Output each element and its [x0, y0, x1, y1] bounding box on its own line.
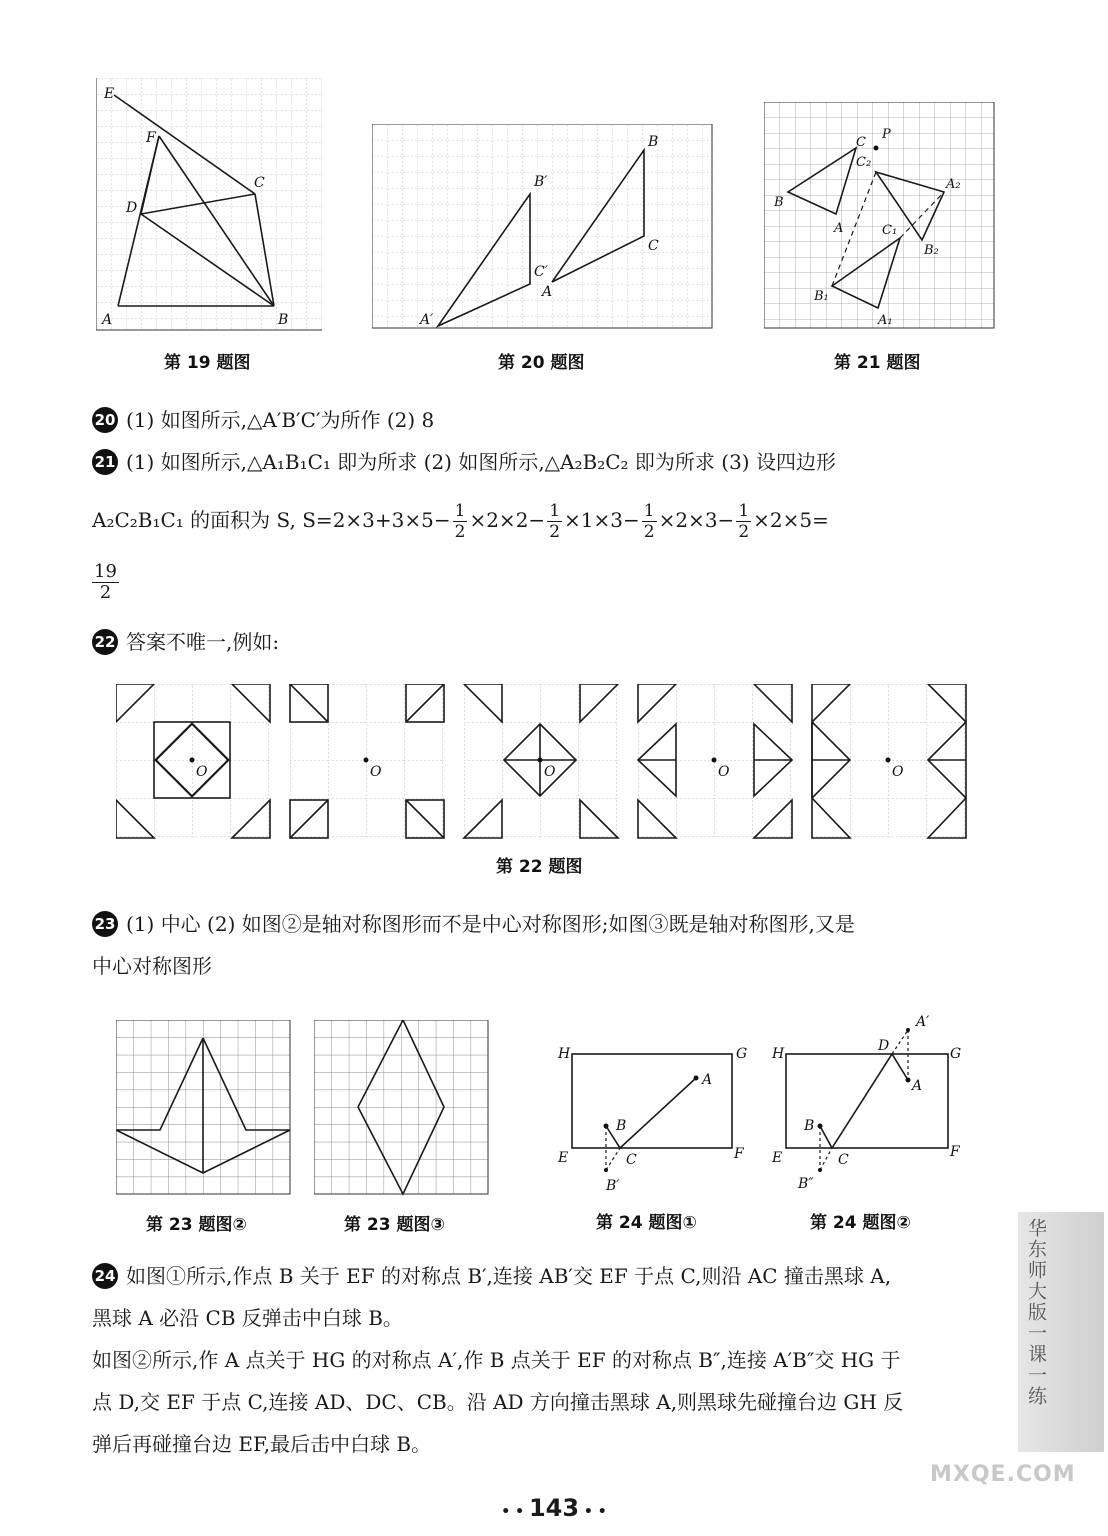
- figure-22: [116, 684, 968, 840]
- question-number-24: 24: [92, 1263, 118, 1289]
- label-d: D: [126, 200, 138, 216]
- label-c: C: [648, 238, 659, 254]
- label-b2: B₂: [924, 243, 939, 258]
- caption-fig22: 第 22 题图: [496, 857, 583, 877]
- caption-fig19: 第 19 题图: [164, 353, 251, 373]
- fraction-half-4: $\frac{1}{2}$: [738, 501, 750, 542]
- figure-24-1: [556, 1036, 756, 1196]
- answer-21-term1: ×2×2−: [469, 508, 546, 532]
- fraction-half-3: $\frac{1}{2}$: [643, 501, 655, 542]
- label-p: P: [882, 127, 891, 142]
- label-a-prime: A′: [420, 312, 434, 328]
- figure-23-3: [314, 1020, 490, 1196]
- question-number-22: 22: [92, 629, 118, 655]
- answer-23-line1: [92, 910, 855, 938]
- figure-23-2: [116, 1020, 292, 1196]
- label-a: A: [912, 1078, 923, 1094]
- label-o: O: [718, 764, 730, 780]
- side-tab-text: 华东师大版一课一练: [1025, 1218, 1047, 1407]
- label-o: O: [544, 764, 556, 780]
- answer-24-text1: 如图①所示,作点 B 关于 EF 的对称点 B′,连接 AB′交 EF 于点 C,则沿 AC 撞击黑球 A,: [126, 1264, 892, 1288]
- fraction-half-2: $\frac{1}{2}$: [549, 501, 561, 542]
- label-o: O: [370, 764, 382, 780]
- label-b-prime: B′: [606, 1178, 620, 1194]
- caption-fig23-3: 第 23 题图③: [344, 1215, 445, 1235]
- answer-21-line1: [92, 448, 836, 476]
- caption-fig23-2: 第 23 题图②: [146, 1215, 247, 1235]
- label-c: C: [254, 175, 265, 191]
- page-number: • • 143 • •: [501, 1494, 607, 1522]
- label-b: B: [804, 1118, 815, 1134]
- label-o: O: [892, 764, 904, 780]
- watermark-logo: MXQE.COM: [930, 1462, 1076, 1487]
- answer-20: [92, 406, 434, 434]
- answer-22: [92, 628, 279, 656]
- label-c-prime: C′: [534, 264, 548, 280]
- answer-22-text: 答案不唯一,例如:: [126, 630, 280, 654]
- label-c: C: [856, 135, 866, 150]
- answer-21-term3: ×2×3−: [658, 508, 735, 532]
- fraction-half-1: $\frac{1}{2}$: [454, 501, 466, 542]
- label-a1: A₁: [878, 313, 893, 328]
- answer-21-result: [90, 562, 121, 603]
- label-e: E: [104, 86, 115, 102]
- label-b1: B₁: [814, 289, 829, 304]
- label-c: C: [838, 1152, 849, 1168]
- label-c: C: [626, 1152, 637, 1168]
- label-d: D: [878, 1038, 890, 1054]
- figure-21: [764, 102, 996, 330]
- answer-24-line1: [92, 1262, 891, 1290]
- label-a: A: [702, 1072, 713, 1088]
- page-number-value: 143: [528, 1494, 580, 1522]
- answer-24-line3: 如图②所示,作 A 点关于 HG 的对称点 A′,作 B 点关于 EF 的对称点 B″,连接 A′B″交 HG 于: [92, 1348, 901, 1372]
- label-a2: A₂: [946, 177, 961, 192]
- answer-24-line5: 弹后再碰撞台边 EF,最后击中白球 B。: [92, 1432, 432, 1456]
- label-c1: C₁: [882, 223, 898, 238]
- label-e: E: [772, 1150, 783, 1166]
- label-a-prime: A′: [916, 1014, 930, 1030]
- answer-21-formula-start: A₂C₂B₁C₁ 的面积为 S, S=2×3+3×5−: [92, 508, 451, 532]
- label-a: A: [834, 221, 844, 236]
- figure-24-2: [770, 1004, 970, 1196]
- answer-20-text: (1) 如图所示,△A′B′C′为所作 (2) 8: [126, 408, 435, 432]
- label-g: G: [950, 1046, 962, 1062]
- answer-24-line2: 黑球 A 必沿 CB 反弹击中白球 B。: [92, 1306, 403, 1330]
- label-b-prime: B′: [534, 174, 548, 190]
- question-number-23: 23: [92, 911, 118, 937]
- label-f: F: [146, 130, 156, 146]
- label-b: B: [774, 195, 784, 210]
- answer-21-text1: (1) 如图所示,△A₁B₁C₁ 即为所求 (2) 如图所示,△A₂B₂C₂ 即为所求 (3) 设四边形: [126, 450, 836, 474]
- answer-23-line2: 中心对称图形: [92, 954, 212, 978]
- label-f: F: [734, 1146, 744, 1162]
- label-a: A: [102, 312, 113, 328]
- answer-21-term2: ×1×3−: [564, 508, 640, 532]
- label-b-double-prime: B″: [798, 1176, 814, 1192]
- answer-24-line4: 点 D,交 EF 于点 C,连接 AD、DC、CB。沿 AD 方向撞击黑球 A,则黑球先碰撞台边 GH 反: [92, 1390, 904, 1414]
- answer-23-text1: (1) 中心 (2) 如图②是轴对称图形而不是中心对称图形;如图③既是轴对称图形,又是: [126, 912, 855, 936]
- result-denominator: 2: [99, 582, 112, 603]
- figure-20: [372, 124, 714, 330]
- caption-fig20: 第 20 题图: [498, 353, 585, 373]
- label-h: H: [558, 1046, 571, 1062]
- label-b: B: [616, 1118, 627, 1134]
- label-e: E: [558, 1150, 569, 1166]
- label-b: B: [278, 312, 289, 328]
- question-number-21: 21: [92, 449, 118, 475]
- answer-21-line2: [92, 498, 829, 542]
- label-a: A: [542, 284, 553, 300]
- label-c2: C₂: [856, 155, 872, 170]
- label-b: B: [648, 134, 659, 150]
- caption-fig24-2: 第 24 题图②: [810, 1213, 911, 1233]
- answer-21-term4: ×2×5=: [753, 508, 829, 532]
- label-g: G: [736, 1046, 748, 1062]
- figure-19: [96, 78, 322, 332]
- caption-fig21: 第 21 题图: [834, 353, 921, 373]
- question-number-20: 20: [92, 407, 118, 433]
- label-o: O: [196, 764, 208, 780]
- caption-fig24-1: 第 24 题图①: [596, 1213, 697, 1233]
- label-h: H: [772, 1046, 785, 1062]
- result-numerator: 19: [94, 561, 117, 582]
- label-f: F: [950, 1144, 960, 1160]
